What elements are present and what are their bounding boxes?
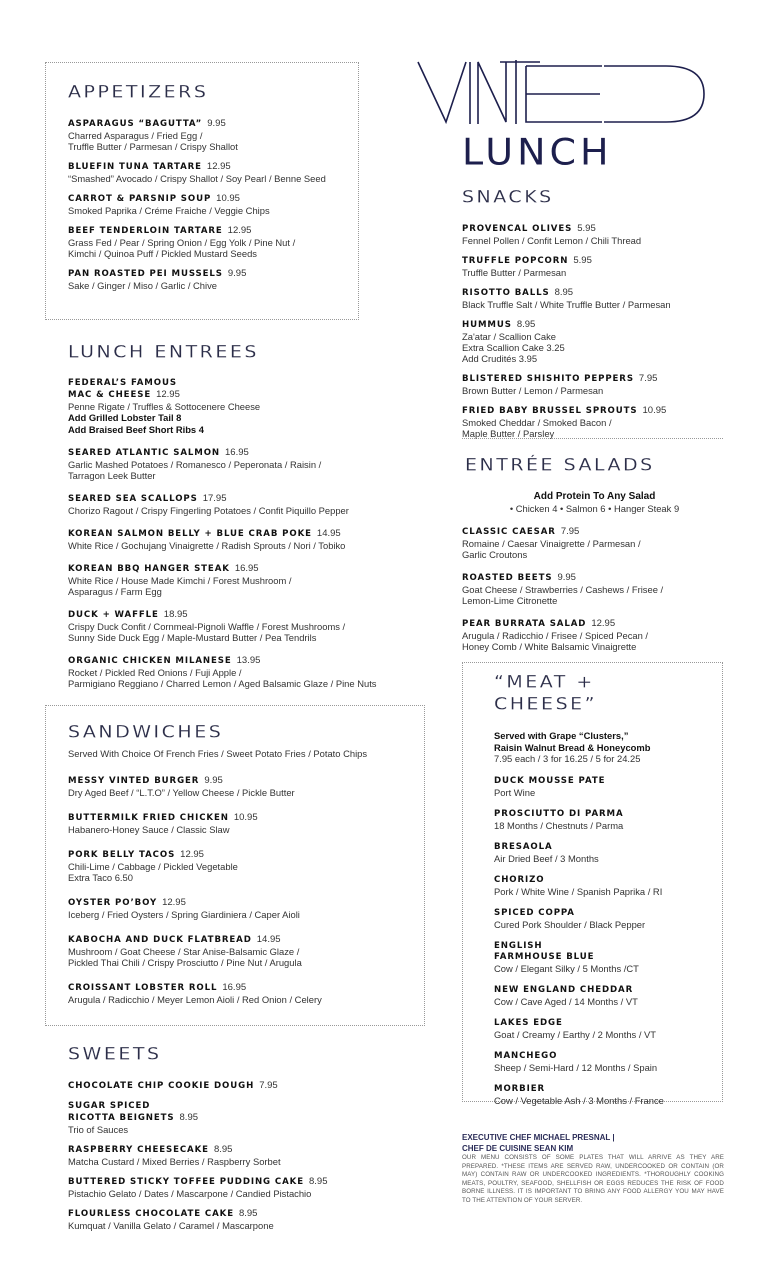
item-name bbox=[494, 985, 714, 996]
section-title: SWEETS bbox=[68, 1044, 162, 1064]
menu-item bbox=[68, 563, 418, 597]
item-description: Habanero-Honey Sauce / Classic Slaw bbox=[68, 824, 230, 835]
chef-de-cuisine: CHEF DE CUISINE SEAN KIM bbox=[462, 1144, 574, 1153]
section-title: LUNCH ENTREES bbox=[68, 342, 259, 362]
item-description: Kumquat / Vanilla Gelato / Caramel / Mascarpone bbox=[68, 1220, 274, 1231]
item-description: White Rice / House Made Kimchi / Forest Mushroom / bbox=[68, 575, 292, 586]
item-description: Kimchi / Quinoa Puff / Pickled Mustard Seeds bbox=[68, 248, 257, 259]
item-name-text: BLISTERED SHISHITO PEPPERS bbox=[462, 374, 634, 384]
menu-item bbox=[68, 161, 358, 184]
logo bbox=[416, 58, 708, 176]
menu-item bbox=[68, 1208, 418, 1231]
pricing: 7.95 each / 3 for 16.25 / 5 for 24.25 bbox=[494, 753, 641, 764]
item-description: Iceberg / Fried Oysters / Spring Giardiniera / Caper Aioli bbox=[68, 909, 300, 920]
item-price: 7.95 bbox=[259, 1080, 278, 1091]
item-name bbox=[462, 572, 727, 584]
item-name bbox=[68, 161, 358, 173]
item-description: Grass Fed / Pear / Spring Onion / Egg Yolk / Pine Nut / bbox=[68, 237, 296, 248]
item-description: Sheep / Semi-Hard / 12 Months / Spain bbox=[494, 1062, 658, 1073]
item-description: Crispy Duck Confit / Cornmeal-Pignoli Waffle / Forest Mushrooms / bbox=[68, 621, 346, 632]
item-name-text: KOREAN BBQ HANGER STEAK bbox=[68, 564, 230, 574]
item-addon: Add Grilled Lobster Tail 8 bbox=[68, 412, 182, 423]
item-price: 8.95 bbox=[213, 1144, 233, 1155]
item-name bbox=[68, 193, 358, 205]
menu-item bbox=[68, 493, 418, 516]
item-description: Cured Pork Shoulder / Black Pepper bbox=[494, 919, 646, 930]
item-name-text: KABOCHA AND DUCK FLATBREAD bbox=[68, 935, 252, 945]
item-price: 12.95 bbox=[156, 389, 180, 400]
item-description: Truffle Butter / Parmesan bbox=[462, 267, 567, 278]
entrees-section bbox=[68, 342, 418, 701]
section-subtitle: Served With Choice Of French Fries / Sweet Potato Fries / Potato Chips bbox=[68, 748, 368, 759]
item-name-text: MESSY VINTED BURGER bbox=[68, 776, 200, 786]
item-description: Matcha Custard / Mixed Berries / Raspberry Sorbet bbox=[68, 1156, 281, 1167]
item-name bbox=[462, 618, 727, 630]
item-name-text: CLASSIC CAESAR bbox=[462, 526, 556, 537]
menu-item bbox=[68, 193, 358, 216]
item-name bbox=[68, 528, 418, 540]
item-name-text: CHORIZO bbox=[494, 875, 545, 885]
protein-title: Add Protein To Any Salad bbox=[533, 491, 656, 502]
item-addon: Add Braised Beef Short Ribs 4 bbox=[68, 423, 204, 435]
item-description: Sunny Side Duck Egg / Maple-Mustard Butter / Pea Tendrils bbox=[68, 632, 317, 643]
menu-item bbox=[462, 373, 732, 396]
item-price: 8.95 bbox=[516, 319, 536, 330]
item-description: Sake / Ginger / Miso / Garlic / Chive bbox=[68, 280, 218, 291]
item-price: 16.95 bbox=[225, 447, 249, 458]
item-price: 13.95 bbox=[236, 655, 261, 666]
item-name bbox=[68, 389, 418, 401]
menu-item bbox=[68, 655, 418, 689]
item-name-text: DUCK MOUSSE PATE bbox=[494, 776, 606, 786]
item-name bbox=[462, 255, 732, 267]
item-price: 10.95 bbox=[216, 193, 240, 204]
item-name-text: PROSCIUTTO DI PARMA bbox=[494, 809, 624, 819]
item-price: 12.95 bbox=[227, 225, 252, 236]
menu-item bbox=[68, 1176, 418, 1199]
item-description: Honey Comb / White Balsamic Vinaigrette bbox=[462, 640, 637, 652]
item-name bbox=[68, 1080, 418, 1092]
item-name-text: BUTTERMILK FRIED CHICKEN bbox=[68, 813, 229, 823]
item-name bbox=[494, 908, 714, 919]
item-name-text: BEEF TENDERLOIN TARTARE bbox=[68, 226, 223, 236]
menu-item bbox=[494, 809, 714, 831]
item-name-text: OYSTER PO’BOY bbox=[68, 898, 158, 908]
menu-item bbox=[494, 842, 714, 864]
item-description: Arugula / Radicchio / Meyer Lemon Aioli / Red Onion / Celery bbox=[68, 994, 322, 1005]
item-description: Garlic Mashed Potatoes / Romanesco / Peperonata / Raisin / bbox=[68, 459, 322, 470]
item-price: 5.95 bbox=[577, 223, 596, 234]
item-name-text: PORK BELLY TACOS bbox=[68, 850, 176, 860]
executive-chef: EXECUTIVE CHEF MICHAEL PRESNAL | bbox=[462, 1133, 615, 1142]
item-name-text: DUCK + WAFFLE bbox=[68, 610, 159, 620]
item-name bbox=[68, 378, 418, 389]
item-name bbox=[68, 1208, 418, 1220]
item-description: Smoked Paprika / Créme Fraiche / Veggie Chips bbox=[68, 205, 270, 216]
item-description: Za'atar / Scallion Cake bbox=[462, 331, 557, 342]
item-name-text: PROVENCAL OLIVES bbox=[462, 224, 573, 234]
menu-item bbox=[68, 982, 418, 1005]
item-description: Fennel Pollen / Confit Lemon / Chili Thread bbox=[462, 235, 642, 246]
item-name-text: PEAR BURRATA SALAD bbox=[462, 618, 587, 629]
menu-item bbox=[494, 941, 714, 974]
item-description: Trio of Sauces bbox=[68, 1124, 129, 1135]
item-description: Lemon-Lime Citronette bbox=[462, 594, 558, 606]
item-name-text: BLUEFIN TUNA TARTARE bbox=[68, 162, 202, 172]
item-description: Romaine / Caesar Vinaigrette / Parmesan / bbox=[462, 537, 641, 549]
item-name bbox=[494, 1018, 714, 1029]
item-description: Maple Butter / Parsley bbox=[462, 428, 555, 439]
item-name bbox=[494, 875, 714, 886]
item-description: 18 Months / Chestnuts / Parma bbox=[494, 820, 624, 831]
item-name bbox=[462, 405, 732, 417]
item-description: Penne Rigate / Truffles & Sottocenere Cheese bbox=[68, 401, 261, 412]
item-description: Add Crudités 3.95 bbox=[462, 353, 538, 364]
item-price: 9.95 bbox=[227, 268, 247, 279]
item-price: 16.95 bbox=[234, 563, 259, 574]
item-price: 8.95 bbox=[179, 1112, 199, 1123]
item-description: Chorizo Ragout / Crispy Fingerling Potatoes / Confit Piquillo Pepper bbox=[68, 505, 349, 516]
menu-item bbox=[68, 897, 418, 920]
item-name bbox=[68, 563, 418, 575]
item-price: 5.95 bbox=[573, 255, 592, 266]
meat-cheese-section bbox=[494, 672, 714, 1117]
item-name bbox=[68, 897, 418, 909]
item-price: 8.95 bbox=[308, 1176, 328, 1187]
item-price: 10.95 bbox=[642, 405, 667, 416]
item-price: 12.95 bbox=[180, 849, 204, 860]
item-name-text: MAC & CHEESE bbox=[68, 390, 152, 400]
item-description: Mushroom / Goat Cheese / Star Anise-Balsamic Glaze / bbox=[68, 946, 300, 957]
item-name bbox=[494, 842, 714, 853]
menu-item bbox=[494, 1051, 714, 1073]
item-description: “Smashed” Avocado / Crispy Shallot / Soy Pearl / Benne Seed bbox=[68, 173, 326, 184]
item-name-text: NEW ENGLAND CHEDDAR bbox=[494, 985, 634, 995]
item-description: Tarragon Leek Butter bbox=[68, 470, 156, 481]
item-description: Brown Butter / Lemon / Parmesan bbox=[462, 385, 604, 396]
menu-item bbox=[462, 223, 732, 246]
item-name bbox=[494, 1084, 714, 1095]
intro: Served with Grape “Clusters,” bbox=[494, 730, 629, 741]
item-description: Black Truffle Salt / White Truffle Butter / Parmesan bbox=[462, 299, 671, 310]
item-price: 9.95 bbox=[204, 775, 223, 786]
menu-item bbox=[68, 609, 418, 643]
item-description: Garlic Croutons bbox=[462, 548, 528, 560]
item-name-text: ROASTED BEETS bbox=[462, 572, 553, 583]
item-name bbox=[68, 775, 418, 787]
item-description: Smoked Cheddar / Smoked Bacon / bbox=[462, 417, 612, 428]
protein-options: • Chicken 4 • Salmon 6 • Hanger Steak 9 bbox=[509, 502, 680, 514]
menu-item bbox=[68, 812, 418, 835]
item-name bbox=[494, 952, 714, 963]
item-price: 7.95 bbox=[638, 373, 658, 384]
section-title: APPETIZERS bbox=[68, 82, 209, 102]
item-description: Goat Cheese / Strawberries / Cashews / Frisee / bbox=[462, 583, 664, 595]
section-title: CHEESE” bbox=[494, 694, 597, 714]
sandwiches-section bbox=[68, 722, 418, 1019]
menu-item bbox=[68, 528, 418, 551]
item-name bbox=[68, 225, 358, 237]
menu-item bbox=[494, 776, 714, 798]
menu-item bbox=[494, 985, 714, 1007]
menu-item bbox=[68, 849, 418, 883]
item-name-text: FEDERAL’S FAMOUS bbox=[68, 378, 177, 388]
item-name bbox=[68, 1176, 418, 1188]
item-name bbox=[462, 223, 732, 235]
menu-title: LUNCH bbox=[462, 131, 613, 173]
menu-item bbox=[68, 225, 358, 259]
item-price: 12.95 bbox=[206, 161, 231, 172]
snacks-section bbox=[462, 187, 732, 448]
item-name bbox=[68, 982, 418, 994]
salads-section bbox=[462, 455, 727, 664]
menu-item bbox=[462, 255, 732, 278]
item-name-text: KOREAN SALMON BELLY + BLUE CRAB POKE bbox=[68, 529, 312, 539]
item-name-text: CHOCOLATE CHIP COOKIE DOUGH bbox=[68, 1081, 255, 1091]
item-name-text: PAN ROASTED PEI MUSSELS bbox=[68, 269, 223, 279]
allergy-disclaimer: OUR MENU CONSISTS OF SOME PLATES THAT WILL ARRIVE AS THEY ARE PREPARED. *THESE ITEMS ARE SERVED RAW, UNDERCOOKED OR CONTAIN (OR MAY) CONTAIN RAW OR UNDERCOOKED INGREDIENTS. *THOROUGHLY COOKING MEATS, POULTRY, SEAFOOD, SHELLFISH OR EGGS REDUCES THE RISK OF FOOD BORNE ILLNESS. IT IS IMPORTANT TO BRING ANY FOOD ALLERGY YOU MAY HAVE TO THE ATTENTION OF YOUR SERVER. bbox=[462, 1154, 724, 1204]
item-description: Extra Taco 6.50 bbox=[68, 872, 133, 883]
section-title: “MEAT + bbox=[494, 672, 595, 692]
item-price: 9.95 bbox=[207, 118, 226, 129]
item-name-text: HUMMUS bbox=[462, 320, 512, 330]
item-name bbox=[462, 526, 727, 538]
item-name-text: FARMHOUSE BLUE bbox=[494, 952, 595, 962]
sweets-section bbox=[68, 1044, 418, 1240]
item-description: Extra Scallion Cake 3.25 bbox=[462, 342, 565, 353]
menu-item bbox=[68, 118, 358, 152]
item-name-text: RASPBERRY CHEESECAKE bbox=[68, 1145, 209, 1155]
item-name-text: MANCHEGO bbox=[494, 1051, 558, 1061]
menu-item bbox=[494, 1018, 714, 1040]
menu-item bbox=[494, 1084, 714, 1106]
item-price: 12.95 bbox=[162, 897, 186, 908]
menu-item bbox=[462, 618, 727, 652]
section-title: SANDWICHES bbox=[68, 722, 224, 742]
item-description: Pickled Thai Chili / Crispy Prosciutto / Pine Nut / Arugula bbox=[68, 957, 302, 968]
menu-item bbox=[494, 875, 714, 897]
menu-item bbox=[68, 447, 418, 481]
item-name-text: ORGANIC CHICKEN MILANESE bbox=[68, 656, 232, 666]
vinted-logo bbox=[416, 58, 708, 128]
item-name bbox=[462, 319, 732, 331]
appetizers-section bbox=[68, 82, 358, 300]
menu-item bbox=[68, 1080, 418, 1092]
item-description: Port Wine bbox=[494, 787, 536, 798]
item-name bbox=[494, 1051, 714, 1062]
item-name-text: SUGAR SPICED bbox=[68, 1101, 151, 1111]
item-price: 7.95 bbox=[560, 525, 580, 537]
item-description: Charred Asparagus / Fried Egg / bbox=[68, 130, 203, 141]
item-description: Cow / Elegant Silky / 5 Months /CT bbox=[494, 963, 639, 974]
item-description: Pork / White Wine / Spanish Paprika / RI bbox=[494, 886, 663, 897]
menu-item bbox=[494, 908, 714, 930]
item-name-text: ASPARAGUS “BAGUTTA” bbox=[68, 119, 203, 129]
menu-item bbox=[68, 934, 418, 968]
item-name-text: FLOURLESS CHOCOLATE CAKE bbox=[68, 1209, 234, 1219]
item-name bbox=[68, 849, 418, 861]
menu-item bbox=[462, 405, 732, 439]
item-description: Asparagus / Farm Egg bbox=[68, 586, 162, 597]
menu-item bbox=[462, 287, 732, 310]
item-name bbox=[68, 1144, 418, 1156]
item-name bbox=[68, 812, 418, 824]
menu-item bbox=[462, 526, 727, 560]
item-name bbox=[494, 776, 714, 787]
menu-item bbox=[68, 775, 418, 798]
menu-item bbox=[68, 1144, 418, 1167]
item-description: Cow / Cave Aged / 14 Months / VT bbox=[494, 996, 638, 1007]
item-name-text: BRESAOLA bbox=[494, 842, 553, 852]
item-description: Arugula / Radicchio / Frisee / Spiced Pecan / bbox=[462, 629, 649, 641]
item-price: 8.95 bbox=[238, 1208, 258, 1219]
footer bbox=[462, 1132, 724, 1206]
item-price: 18.95 bbox=[163, 609, 188, 620]
item-name-text: SEARED SEA SCALLOPS bbox=[68, 494, 198, 504]
item-price: 17.95 bbox=[202, 493, 227, 504]
item-name bbox=[68, 268, 358, 280]
item-name bbox=[68, 447, 418, 459]
item-name-text: BUTTERED STICKY TOFFEE PUDDING CAKE bbox=[68, 1177, 304, 1187]
item-description: Goat / Creamy / Earthy / 2 Months / VT bbox=[494, 1029, 657, 1040]
item-name-text: MORBIER bbox=[494, 1084, 546, 1094]
item-price: 10.95 bbox=[233, 812, 258, 823]
menu-item bbox=[68, 1101, 418, 1135]
item-name bbox=[462, 373, 732, 385]
item-description: Parmigiano Reggiano / Charred Lemon / Aged Balsamic Glaze / Pine Nuts bbox=[68, 678, 377, 689]
item-description: Truffle Butter / Parmesan / Crispy Shallot bbox=[68, 141, 238, 152]
item-price: 8.95 bbox=[554, 287, 574, 298]
menu-item bbox=[462, 572, 727, 606]
item-description: Rocket / Pickled Red Onions / Fuji Apple / bbox=[68, 667, 242, 678]
item-description: White Rice / Gochujang Vinaigrette / Radish Sprouts / Nori / Tobiko bbox=[68, 540, 346, 551]
menu-item bbox=[462, 319, 732, 364]
item-price: 9.95 bbox=[557, 571, 576, 583]
menu-item bbox=[68, 378, 418, 435]
item-name-text: ENGLISH bbox=[494, 941, 543, 951]
item-price: 14.95 bbox=[256, 934, 281, 945]
item-name-text: RICOTTA BEIGNETS bbox=[68, 1113, 175, 1123]
item-price: 16.95 bbox=[222, 982, 247, 993]
intro: Raisin Walnut Bread & Honeycomb bbox=[494, 741, 651, 753]
item-name bbox=[68, 1112, 418, 1124]
item-name bbox=[462, 287, 732, 299]
item-description: Dry Aged Beef / “L.T.O” / Yellow Cheese / Pickle Butter bbox=[68, 787, 295, 798]
item-name-text: CROISSANT LOBSTER ROLL bbox=[68, 983, 218, 993]
section-title: ENTRÉE SALADS bbox=[465, 455, 655, 475]
item-description: Chili-Lime / Cabbage / Pickled Vegetable bbox=[68, 861, 238, 872]
item-name bbox=[68, 493, 418, 505]
item-name-text: SPICED COPPA bbox=[494, 908, 575, 918]
item-price: 14.95 bbox=[316, 528, 341, 539]
item-name-text: FRIED BABY BRUSSEL SPROUTS bbox=[462, 406, 638, 416]
item-name bbox=[68, 118, 358, 130]
section-title: SNACKS bbox=[462, 187, 554, 207]
item-name bbox=[494, 941, 714, 952]
menu-item bbox=[68, 268, 358, 291]
item-description: Cow / Vegetable Ash / 3 Months / France bbox=[494, 1095, 664, 1106]
item-name bbox=[68, 934, 418, 946]
item-name bbox=[68, 609, 418, 621]
item-name bbox=[68, 655, 418, 667]
item-name-text: RISOTTO BALLS bbox=[462, 288, 550, 298]
item-description: Pistachio Gelato / Dates / Mascarpone / Candied Pistachio bbox=[68, 1188, 312, 1199]
item-name-text: LAKES EDGE bbox=[494, 1018, 563, 1028]
item-description: Air Dried Beef / 3 Months bbox=[494, 853, 599, 864]
item-name bbox=[494, 809, 714, 820]
item-name bbox=[68, 1101, 418, 1112]
item-name-text: CARROT & PARSNIP SOUP bbox=[68, 194, 212, 204]
item-name-text: TRUFFLE POPCORN bbox=[462, 256, 569, 266]
item-price: 12.95 bbox=[591, 617, 616, 629]
item-name-text: SEARED ATLANTIC SALMON bbox=[68, 448, 221, 458]
